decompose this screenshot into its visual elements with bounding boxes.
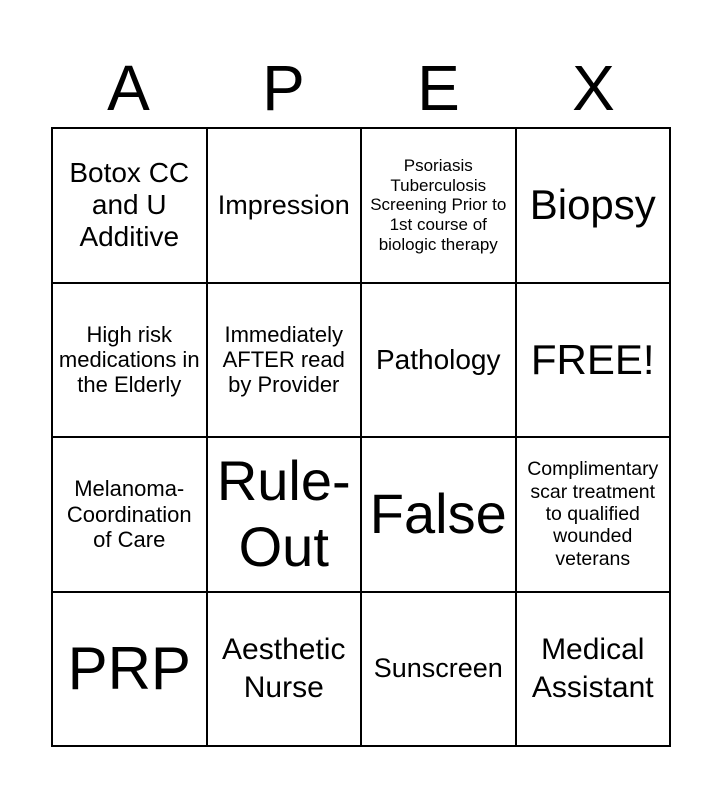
bingo-cell[interactable] [207, 437, 362, 592]
bingo-cell[interactable] [361, 592, 516, 747]
cell-text: Biopsy [529, 181, 656, 229]
bingo-cell[interactable] [52, 283, 207, 438]
bingo-cell[interactable] [52, 128, 207, 283]
bingo-header [51, 48, 671, 128]
bingo-cell[interactable] [207, 128, 362, 283]
bingo-cell[interactable] [361, 437, 516, 592]
cell-text: FREE! [530, 335, 655, 383]
header-letter-a: A [107, 52, 150, 124]
bingo-cell[interactable] [361, 128, 516, 283]
bingo-cell[interactable] [516, 128, 671, 283]
bingo-cell[interactable] [207, 283, 362, 438]
header-letter-x: X [572, 52, 615, 124]
cell-text: Immediately AFTER read by Provider [222, 321, 345, 398]
header-letter-p: P [262, 52, 305, 124]
cell-text: False [369, 482, 507, 546]
cell-text: Complimentary scar treatment to qualified wounded veterans [527, 458, 659, 570]
bingo-cell[interactable] [52, 437, 207, 592]
cell-text: Sunscreen [373, 653, 503, 684]
cell-text: Botox CC and U Additive [69, 156, 190, 253]
bingo-cell[interactable] [516, 592, 671, 747]
cell-text: Impression [217, 189, 350, 220]
bingo-cell[interactable] [207, 592, 362, 747]
bingo-cell[interactable] [361, 283, 516, 438]
cell-text: PRP [67, 635, 191, 703]
bingo-cell[interactable] [52, 592, 207, 747]
cell-text: Melanoma-Coordination of Care [66, 476, 192, 552]
header-letter-e: E [417, 52, 460, 124]
bingo-board [51, 127, 671, 747]
cell-text: High risk medications in the Elderly [58, 321, 200, 398]
bingo-cell[interactable] [516, 437, 671, 592]
cell-text: Rule-Out [216, 449, 351, 579]
cell-text: Aesthetic Nurse [222, 633, 346, 704]
bingo-cell-free[interactable] [516, 283, 671, 438]
cell-text: Pathology [375, 343, 501, 375]
cell-text: Medical Assistant [531, 633, 654, 704]
cell-text: Psoriasis Tuberculosis Screening Prior to 1st course of biologic therapy [370, 156, 507, 254]
